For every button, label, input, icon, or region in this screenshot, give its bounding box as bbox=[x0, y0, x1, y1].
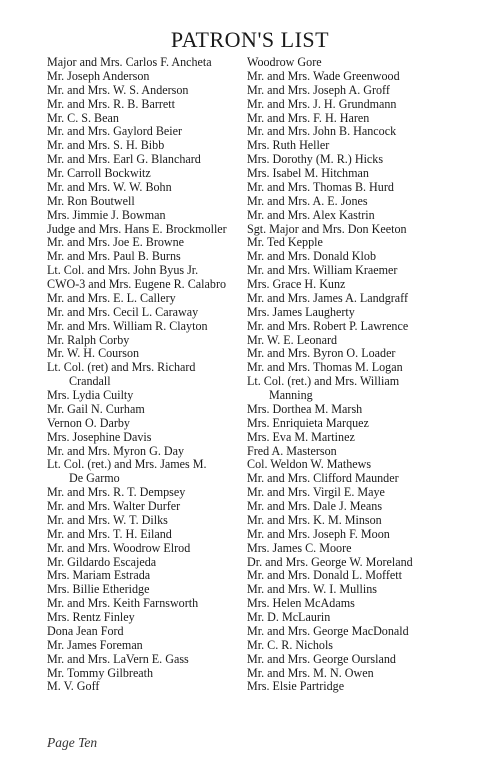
patron-entry: Mrs. Jimmie J. Bowman bbox=[47, 207, 166, 222]
patron-entry: Mr. and Mrs. W. I. Mullins bbox=[247, 582, 378, 597]
patron-entry: Mr. and Mrs. Donald Klob bbox=[247, 249, 376, 264]
patron-entry: Mrs. Dorthea M. Marsh bbox=[247, 401, 363, 416]
patron-entry: Mr. and Mrs. George Oursland bbox=[247, 651, 396, 666]
patron-entry: Mrs. James Laugherty bbox=[247, 304, 355, 319]
page-footer: Page Ten bbox=[47, 735, 98, 750]
patron-entry: Mrs. Isabel M. Hitchman bbox=[247, 166, 369, 180]
patron-entry: Mr. and Mrs. John B. Hancock bbox=[247, 124, 397, 139]
patron-entry: Mrs. Lydia Cuilty bbox=[47, 388, 134, 402]
patron-entry: Mr. Ralph Corby bbox=[47, 332, 130, 347]
patron-entry: Mr. C. S. Bean bbox=[47, 110, 119, 125]
patron-entry: Mr. Carroll Bockwitz bbox=[47, 166, 151, 180]
patron-entry: Mr. and Mrs. LaVern E. Gass bbox=[47, 651, 189, 666]
patron-entry: Mr. and Mrs. E. L. Callery bbox=[47, 290, 176, 305]
patron-entry: Mr. and Mrs. M. N. Owen bbox=[247, 665, 374, 680]
patron-entry: Mr. and Mrs. Woodrow Elrod bbox=[47, 540, 191, 555]
patron-entry: Mrs. James C. Moore bbox=[247, 540, 352, 555]
patron-entry: Mr. Gail N. Curham bbox=[47, 401, 145, 416]
patron-entry: Mr. and Mrs. F. H. Haren bbox=[247, 110, 370, 125]
patron-entry: Col. Weldon W. Mathews bbox=[247, 457, 372, 472]
patron-entry: Mr. and Mrs. J. H. Grundmann bbox=[247, 96, 397, 111]
patron-entry: Mr. and Mrs. R. B. Barrett bbox=[47, 96, 175, 111]
patron-entry: Mrs. Elsie Partridge bbox=[247, 679, 345, 694]
patron-list-left-column bbox=[47, 56, 237, 694]
patron-entry: Mr. James Foreman bbox=[47, 637, 143, 652]
patron-entry: Mr. and Mrs. W. W. Bohn bbox=[47, 179, 172, 194]
patron-entry: Mrs. Eva M. Martinez bbox=[247, 429, 355, 444]
patron-entry: Mr. W. E. Leonard bbox=[247, 332, 338, 347]
patron-entry: Major and Mrs. Carlos F. Ancheta bbox=[47, 55, 212, 69]
patron-entry: Mr. and Mrs. Joe E. Browne bbox=[47, 235, 185, 250]
patron-entry: Mr. and Mrs. George MacDonald bbox=[247, 623, 409, 638]
patron-entry: Mr. and Mrs. Dale J. Means bbox=[247, 499, 383, 513]
patron-entry: Mr. and Mrs. S. H. Bibb bbox=[47, 138, 165, 153]
patron-entry: Woodrow Gore bbox=[247, 55, 322, 69]
patron-entry: Mrs. Mariam Estrada bbox=[47, 568, 151, 583]
patron-entry: Mr. and Mrs. Virgil E. Maye bbox=[247, 485, 385, 500]
patron-entry: Mr. and Mrs. A. E. Jones bbox=[247, 193, 368, 208]
patron-entry: Mr. and Mrs. Alex Kastrin bbox=[247, 207, 375, 222]
patron-entry: Mr. and Mrs. William R. Clayton bbox=[47, 318, 208, 333]
patron-entry: Mr. and Mrs. Byron O. Loader bbox=[247, 346, 396, 361]
page-title: PATRON'S LIST bbox=[170, 26, 330, 52]
patron-entry: Mr. and Mrs. Robert P. Lawrence bbox=[247, 318, 409, 333]
patron-entry: Fred A. Masterson bbox=[247, 443, 337, 458]
patron-entry: Lt. Col. (ret.) and Mrs. James M. De Garmo bbox=[47, 457, 207, 486]
patron-entry: Mrs. Josephine Davis bbox=[47, 429, 152, 444]
patron-entry: Mr. Joseph Anderson bbox=[47, 68, 150, 83]
patron-entry: Mr. Gildardo Escajeda bbox=[47, 554, 157, 569]
patron-entry: Mr. and Mrs. Donald L. Moffett bbox=[247, 568, 402, 583]
patron-entry: Mr. Ron Boutwell bbox=[47, 193, 135, 208]
patron-entry: Mr. and Mrs. James A. Landgraff bbox=[247, 290, 408, 305]
patron-entry: Mr. and Mrs. William Kraemer bbox=[247, 263, 398, 278]
patron-entry: Sgt. Major and Mrs. Don Keeton bbox=[247, 221, 407, 236]
patron-entry: Dr. and Mrs. George W. Moreland bbox=[247, 554, 413, 569]
patron-entry: Lt. Col. (ret.) and Mrs. William Manning bbox=[247, 374, 400, 402]
patron-entry: Mr. and Mrs. Keith Farnsworth bbox=[47, 596, 199, 611]
patron-entry: Mr. C. R. Nichols bbox=[247, 637, 334, 652]
patron-list-right-column bbox=[247, 56, 457, 694]
patron-entry: Mrs. Dorothy (M. R.) Hicks bbox=[247, 152, 384, 167]
patron-entry: Lt. Col. (ret) and Mrs. Richard Crandall bbox=[47, 360, 196, 389]
patron-entry: Mrs. Enriquieta Marquez bbox=[247, 415, 369, 430]
patron-entry: Judge and Mrs. Hans E. Brockmoller bbox=[47, 221, 227, 236]
patron-entry: Mrs. Helen McAdams bbox=[247, 596, 355, 611]
patron-entry: Mr. and Mrs. T. H. Eiland bbox=[47, 526, 172, 541]
patron-entry: Mr. and Mrs. Cecil L. Caraway bbox=[47, 304, 199, 319]
patron-entry: Mrs. Grace H. Kunz bbox=[247, 277, 346, 291]
patron-entry: Mr. Tommy Gilbreath bbox=[47, 665, 154, 680]
patron-entry: Mr. and Mrs. Gaylord Beier bbox=[47, 124, 183, 139]
patron-entry: Mrs. Billie Etheridge bbox=[47, 582, 150, 597]
patron-entry: Mr. and Mrs. K. M. Minson bbox=[247, 512, 382, 527]
patron-entry: Mr. and Mrs. R. T. Dempsey bbox=[47, 485, 186, 500]
patron-entry: Mr. Ted Kepple bbox=[247, 235, 323, 250]
patron-entry: CWO-3 and Mrs. Eugene R. Calabro bbox=[47, 277, 227, 291]
patron-entry: Mr. and Mrs. Thomas B. Hurd bbox=[247, 179, 394, 194]
patron-entry: Mr. and Mrs. Paul B. Burns bbox=[47, 249, 181, 264]
patron-entry: M. V. Goff bbox=[47, 679, 100, 694]
patron-entry: Mr. and Mrs. W. S. Anderson bbox=[47, 82, 189, 97]
patron-entry: Mrs. Ruth Heller bbox=[247, 138, 330, 153]
patron-entry: Mr. and Mrs. Wade Greenwood bbox=[247, 68, 400, 83]
patron-entry: Mr. and Mrs. Joseph F. Moon bbox=[247, 526, 390, 541]
patron-entry: Mr. and Mrs. Walter Durfer bbox=[47, 499, 181, 513]
patron-entry: Mr. and Mrs. W. T. Dilks bbox=[47, 512, 168, 527]
patron-entry: Mr. D. McLaurin bbox=[247, 610, 331, 624]
patron-entry: Mr. and Mrs. Earl G. Blanchard bbox=[47, 152, 201, 167]
patron-entry: Mr. and Mrs. Joseph A. Groff bbox=[247, 82, 390, 97]
patron-entry: Mr. W. H. Courson bbox=[47, 346, 140, 361]
patron-entry: Mr. and Mrs. Clifford Maunder bbox=[247, 471, 399, 486]
patron-entry: Vernon O. Darby bbox=[47, 415, 130, 430]
patron-entry: Mr. and Mrs. Thomas M. Logan bbox=[247, 360, 403, 375]
patron-entry: Mrs. Rentz Finley bbox=[47, 610, 135, 624]
patron-entry: Mr. and Mrs. Myron G. Day bbox=[47, 443, 185, 458]
patron-entry: Dona Jean Ford bbox=[47, 623, 124, 638]
patron-entry: Lt. Col. and Mrs. John Byus Jr. bbox=[47, 263, 199, 278]
